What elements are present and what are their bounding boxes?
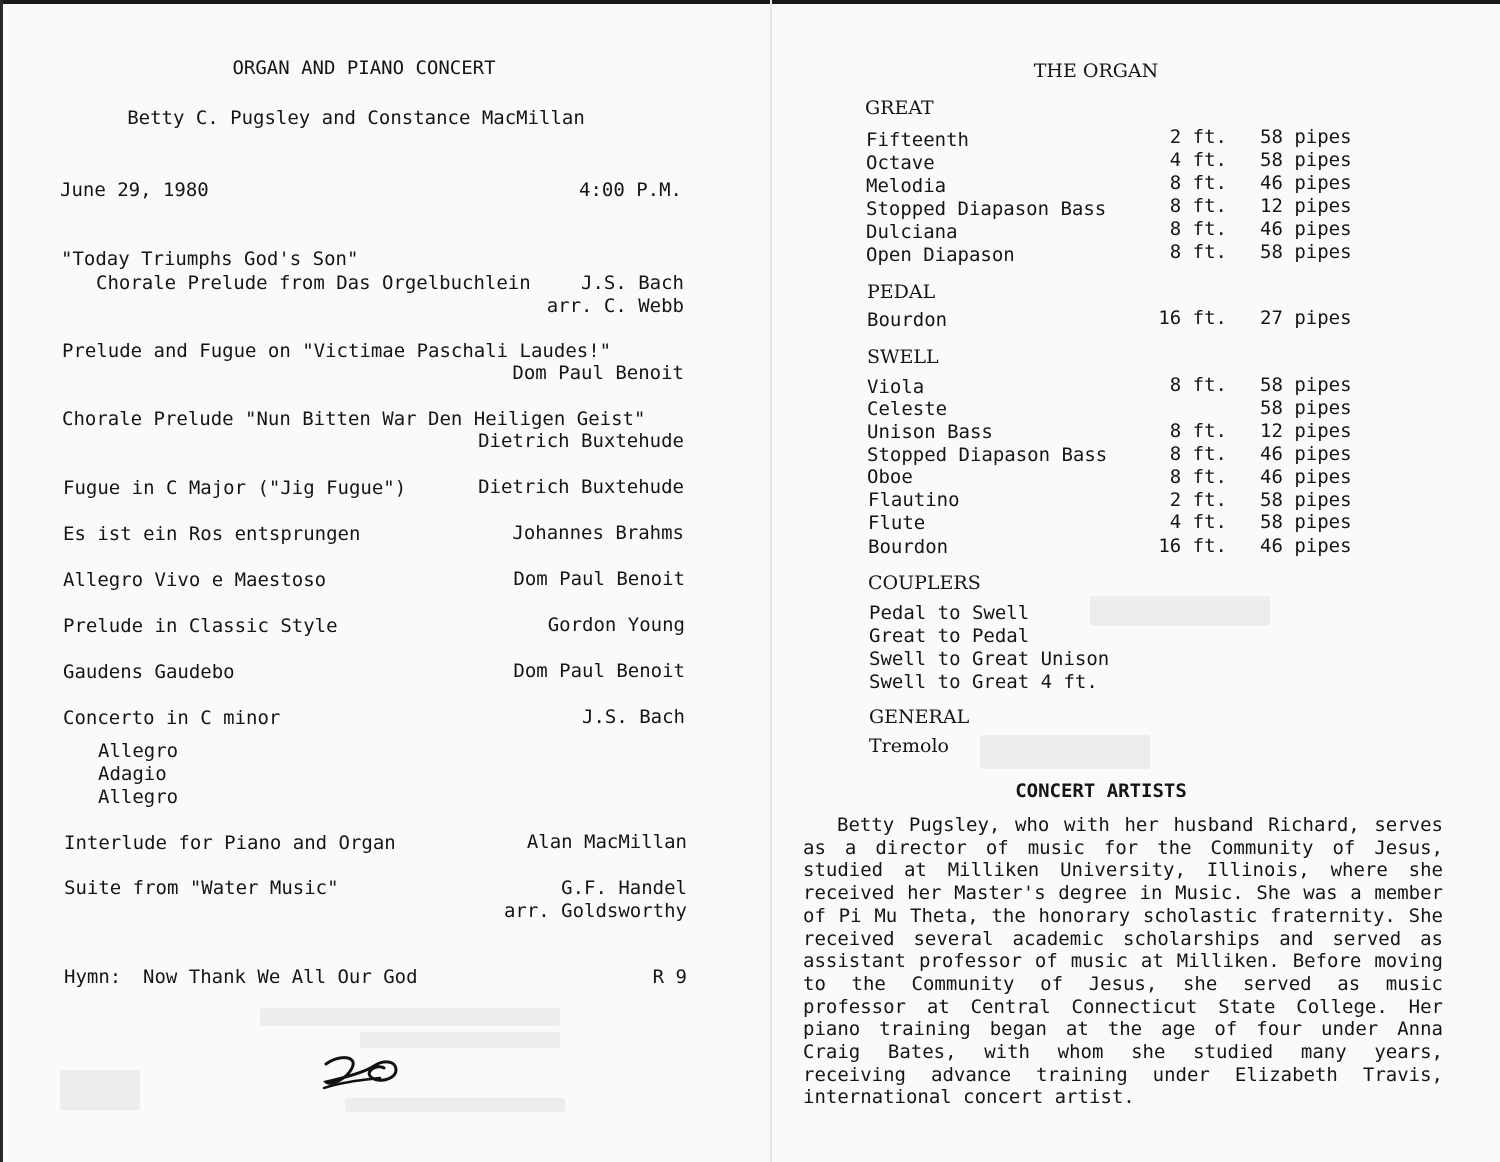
stop-size: 8 ft. xyxy=(1169,374,1227,396)
movement: Adagio xyxy=(98,763,167,785)
stop-name: Flute xyxy=(868,512,926,534)
stop-pipes: 58 pipes xyxy=(1260,489,1352,511)
hymn-label: Hymn: xyxy=(64,966,122,988)
program-item-composer: J.S. Bach xyxy=(581,272,684,294)
stop-size: 4 ft. xyxy=(1169,511,1227,533)
coupler-item: Pedal to Swell xyxy=(869,602,1030,624)
program-item-subtitle: Chorale Prelude from Das Orgelbuchlein xyxy=(96,272,531,294)
stop-name: Stopped Diapason Bass xyxy=(866,198,1107,220)
stop-pipes: 58 pipes xyxy=(1260,511,1352,533)
program-item-title: Gaudens Gaudebo xyxy=(63,661,235,683)
page-fold xyxy=(770,0,772,1162)
bleed-through-mark xyxy=(980,735,1150,769)
stop-name: Stopped Diapason Bass xyxy=(867,444,1108,466)
concert-title: ORGAN AND PIANO CONCERT xyxy=(232,57,496,79)
page-edge-top xyxy=(0,0,1500,4)
program-item-composer: Dom Paul Benoit xyxy=(512,362,684,384)
stop-name: Open Diapason xyxy=(866,244,1015,266)
stop-name: Celeste xyxy=(867,398,948,420)
stop-pipes: 58 pipes xyxy=(1260,374,1352,396)
stop-size: 16 ft. xyxy=(1158,307,1227,329)
program-item-composer: G.F. Handel xyxy=(561,877,687,899)
program-item-composer: Dietrich Buxtehude xyxy=(478,430,684,452)
couplers-heading: COUPLERS xyxy=(868,572,981,594)
stop-size: 8 ft. xyxy=(1169,218,1227,240)
stop-name: Fifteenth xyxy=(866,129,969,151)
page-edge-left xyxy=(0,0,3,1162)
movement: Allegro xyxy=(98,786,179,808)
stop-size: 8 ft. xyxy=(1169,466,1227,488)
program-item-title: Prelude in Classic Style xyxy=(63,615,338,637)
stop-size: 8 ft. xyxy=(1169,172,1227,194)
program-item-title: Suite from "Water Music" xyxy=(64,877,339,899)
program-item-arranger: arr. C. Webb xyxy=(546,295,684,317)
stop-pipes: 58 pipes xyxy=(1260,397,1352,419)
stop-size: 8 ft. xyxy=(1169,420,1227,442)
stop-name: Bourdon xyxy=(868,536,949,558)
coupler-item: Great to Pedal xyxy=(869,625,1030,647)
general-heading: GENERAL xyxy=(869,706,970,728)
swell-heading: SWELL xyxy=(867,346,939,368)
stop-pipes: 46 pipes xyxy=(1260,466,1352,488)
bleed-through-mark xyxy=(360,1032,560,1048)
concert-date: June 29, 1980 xyxy=(60,179,209,201)
stop-pipes: 12 pipes xyxy=(1260,420,1352,442)
bleed-through-mark xyxy=(260,1008,560,1026)
stop-name: Bourdon xyxy=(867,309,948,331)
stop-pipes: 46 pipes xyxy=(1260,443,1352,465)
program-item-title: "Today Triumphs God's Son" xyxy=(61,248,359,270)
stop-pipes: 12 pipes xyxy=(1260,195,1352,217)
stop-pipes: 58 pipes xyxy=(1260,241,1352,263)
coupler-item: Swell to Great Unison xyxy=(869,648,1110,670)
stop-name: Viola xyxy=(867,376,925,398)
coupler-item: Swell to Great 4 ft. xyxy=(869,671,1098,693)
hymn-number: R 9 xyxy=(652,966,687,988)
stop-name: Dulciana xyxy=(866,221,958,243)
program-item-title: Interlude for Piano and Organ xyxy=(64,832,396,854)
program-item-title: Allegro Vivo e Maestoso xyxy=(63,569,327,591)
stop-pipes: 46 pipes xyxy=(1260,535,1352,557)
handwritten-mark xyxy=(322,1050,402,1094)
stop-pipes: 27 pipes xyxy=(1260,307,1352,329)
concert-time: 4:00 P.M. xyxy=(579,179,682,201)
stop-name: Octave xyxy=(866,152,935,174)
program-item-composer: Johannes Brahms xyxy=(512,522,684,544)
stop-size: 2 ft. xyxy=(1169,126,1227,148)
hymn-title: Now Thank We All Our God xyxy=(143,966,418,988)
movement: Allegro xyxy=(98,740,179,762)
organ-title: THE ORGAN xyxy=(1033,60,1159,82)
bleed-through-mark xyxy=(60,1070,140,1110)
program-item-title: Prelude and Fugue on "Victimae Paschali Laudes!" xyxy=(62,340,612,362)
stop-pipes: 58 pipes xyxy=(1260,126,1352,148)
program-item-composer: Gordon Young xyxy=(547,614,685,636)
stop-name: Unison Bass xyxy=(867,421,993,443)
program-item-composer: Dom Paul Benoit xyxy=(513,660,685,682)
pedal-heading: PEDAL xyxy=(867,281,936,303)
stop-pipes: 58 pipes xyxy=(1260,149,1352,171)
artist-bio: Betty Pugsley, who with her husband Richard, serves as a director of music for the Community of Jesus, studied at Milliken University, Illinois, where she received her Master's degree in Music. She was a member of Pi Mu Theta, the honorary scholastic fraternity. She received several academic scholarships and served as assistant professor of music at Milliken. Before moving to the Community of Jesus, she served as music professor at Central Connecticut State College. Her piano training began at the age of four under Anna Craig Bates, with whom she studied many years, receiving advance training under Elizabeth Travis, international concert artist. xyxy=(803,814,1443,1109)
stop-size: 2 ft. xyxy=(1169,489,1227,511)
stop-pipes: 46 pipes xyxy=(1260,172,1352,194)
stop-pipes: 46 pipes xyxy=(1260,218,1352,240)
program-item-title: Es ist ein Ros entsprungen xyxy=(63,523,361,545)
bleed-through-mark xyxy=(1090,596,1270,626)
performers: Betty C. Pugsley and Constance MacMillan xyxy=(127,107,585,129)
general-item: Tremolo xyxy=(869,735,949,757)
stop-size: 16 ft. xyxy=(1158,535,1227,557)
program-item-composer: J.S. Bach xyxy=(582,706,685,728)
program-item-arranger: arr. Goldsworthy xyxy=(503,900,687,922)
stop-name: Oboe xyxy=(867,466,913,488)
bleed-through-mark xyxy=(345,1098,565,1112)
program-item-composer: Dietrich Buxtehude xyxy=(478,476,684,498)
program-item-title: Concerto in C minor xyxy=(63,707,281,729)
stop-size: 4 ft. xyxy=(1169,149,1227,171)
stop-size: 8 ft. xyxy=(1169,241,1227,263)
program-item-title: Fugue in C Major ("Jig Fugue") xyxy=(63,477,407,499)
artists-heading: CONCERT ARTISTS xyxy=(1015,780,1187,802)
great-heading: GREAT xyxy=(865,97,934,119)
program-item-composer: Dom Paul Benoit xyxy=(513,568,685,590)
stop-name: Flautino xyxy=(868,489,960,511)
program-item-title: Chorale Prelude "Nun Bitten War Den Heiligen Geist" xyxy=(62,408,646,430)
program-item-composer: Alan MacMillan xyxy=(526,831,687,853)
stop-name: Melodia xyxy=(866,175,947,197)
stop-size: 8 ft. xyxy=(1169,443,1227,465)
stop-size: 8 ft. xyxy=(1169,195,1227,217)
